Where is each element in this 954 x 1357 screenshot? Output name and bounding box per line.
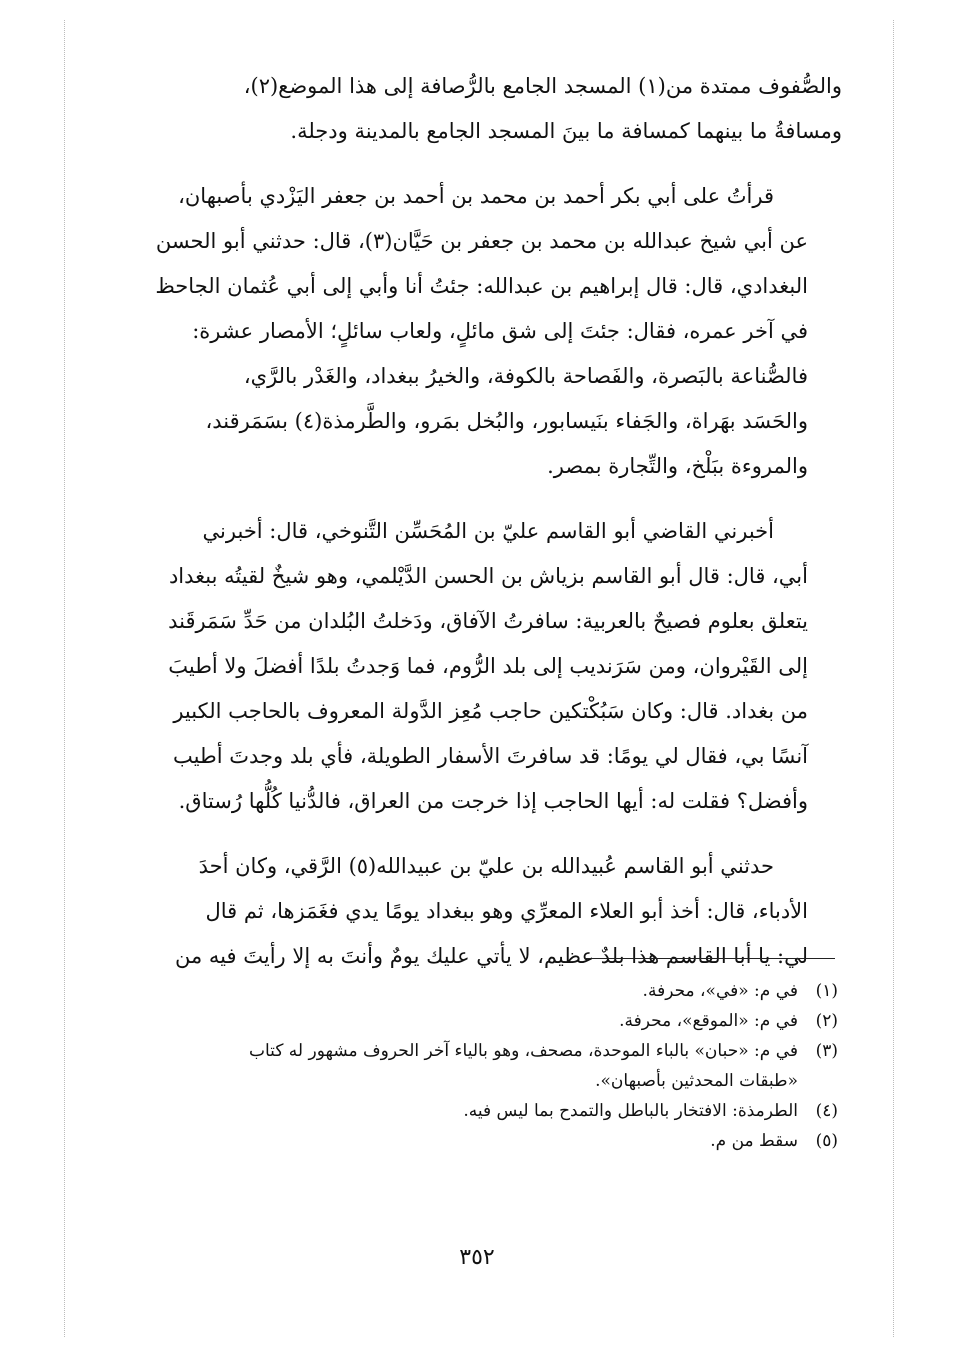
text-line: أخبرني القاضي أبو القاسم عليّ بن المُحَسِّن التَّنوخي، قال: أخبرني [202, 519, 774, 543]
text-line: فالصُّناعة بالبَصرة، والفَصاحة بالكوفة، والخيرُ ببغداد، والغَدْر بالرَّي، [243, 364, 808, 388]
text-line: لي: يا أبا القاسم هذا بلدٌ عظيم، لا يأتي عليك يومٌ وأنتَ به إلا رأيتَ فيه من [175, 944, 808, 968]
footnote-text: «طبقات المحدثين بأصبهان». [595, 1071, 798, 1091]
text-line: عن أبي شيخ عبدالله بن محمد بن جعفر بن حَيَّان(٣)، قال: حدثني أبو الحسن [155, 229, 808, 253]
footnote-divider [585, 958, 835, 959]
scan-margin-line [64, 20, 65, 1337]
page-number: ٣٥٢ [459, 1245, 495, 1270]
text-line: من بغداد. قال: وكان سَبُكْتكين حاجب مُعِز الدَّولة المعروف بالحاجب الكبير [173, 699, 808, 723]
text-line: والصُّفوف ممتدة من(١) المسجد الجامع بالرُّصافة إلى هذا الموضع(٢)، [243, 74, 842, 98]
text-line: حدثني أبو القاسم عُبيدالله بن عليّ بن عبيدالله(٥) الرَّقي، وكان أحدَ [198, 854, 774, 878]
text-line: ومسافةُ ما بينهما كمسافة ما بينَ المسجد الجامع بالمدينة ودجلة. [290, 119, 842, 143]
text-line: في آخر عمره، فقال: جئتَ إلى شق مائلٍ، ولعاب سائلٍ؛ الأمصار عشرة: [192, 319, 808, 343]
text-line: آنسًا بي، فقال لي يومًا: قد سافرتَ الأسفار الطويلة، فأي بلد وجدتَ أطيب [173, 744, 808, 768]
footnote-text: في م: «الموقع»، محرفة. [619, 1011, 798, 1031]
footnote-number: (٢) [815, 1011, 838, 1031]
footnote-number: (١) [815, 981, 838, 1001]
text-line: وأفضل؟ فقلت له: أيها الحاجب إذا خرجت من العراق، فالدُّنيا كُلُّها رُستاق. [178, 789, 808, 813]
footnote-number: (٤) [815, 1101, 838, 1121]
footnote-number: (٣) [815, 1041, 838, 1061]
paragraph-2 [110, 174, 842, 489]
paragraph-1 [110, 64, 842, 154]
footnote [110, 1036, 838, 1066]
footnote-number: (٥) [815, 1131, 838, 1151]
text-line: إلى القَيْروان، ومن سَرَنديب إلى بلد الرُّوم، فما وَجدتُ بلدًا أفضلَ ولا أطيبَ [168, 654, 808, 678]
footnote-text: في م: «في»، محرفة. [642, 981, 798, 1001]
footnote-continuation [110, 1066, 838, 1096]
footnote [110, 1096, 838, 1126]
text-line: البغدادي، قال: قال إبراهيم بن عبدالله: جئتُ أنا وأبي إلى أبي عُثمان الجاحظ [155, 274, 808, 298]
main-text [110, 64, 842, 979]
scan-margin-line [893, 20, 894, 1337]
text-line: قرأتُ على أبي بكر أحمد بن محمد بن أحمد بن جعفر اليَزْدي بأصبهان، [178, 184, 774, 208]
footnote [110, 1126, 838, 1156]
footnote-text: الطرمذة: الافتخار بالباطل والتمدح بما ليس فيه. [463, 1101, 798, 1121]
text-line: أبي، قال: قال أبو القاسم بزياش بن الحسن الدَّيْلمي، وهو شيخٌ لقيتُه ببغداد [168, 564, 808, 588]
footnote [110, 976, 838, 1006]
paragraph-3 [110, 509, 842, 824]
footnotes [110, 976, 838, 1156]
text-line: والمروءة ببَلْخ، والتِّجارة بمصر. [547, 454, 808, 478]
footnote-text: سقط من م. [710, 1131, 798, 1151]
text-line: والحَسَد بهَراة، والجَفاء بنَيسابور، والبُخل بمَرو، والطَّرمذة(٤) بسَمَرقند، [205, 409, 808, 433]
footnote-text: في م: «حبان» بالباء الموحدة، مصحف، وهو بالياء آخر الحروف مشهور له كتاب [249, 1041, 798, 1061]
footnote [110, 1006, 838, 1036]
text-line: يتعلق بعلوم فصيحٌ بالعربية: سافرتُ الآفاق، ودَخلتُ البُلدان من حَدِّ سَمَرقَند [168, 609, 808, 633]
text-line: الأدباء، قال: أخذ أبو العلاء المعرِّي وهو ببغداد يومًا يدي فغَمَزها، ثم قال [205, 899, 808, 923]
